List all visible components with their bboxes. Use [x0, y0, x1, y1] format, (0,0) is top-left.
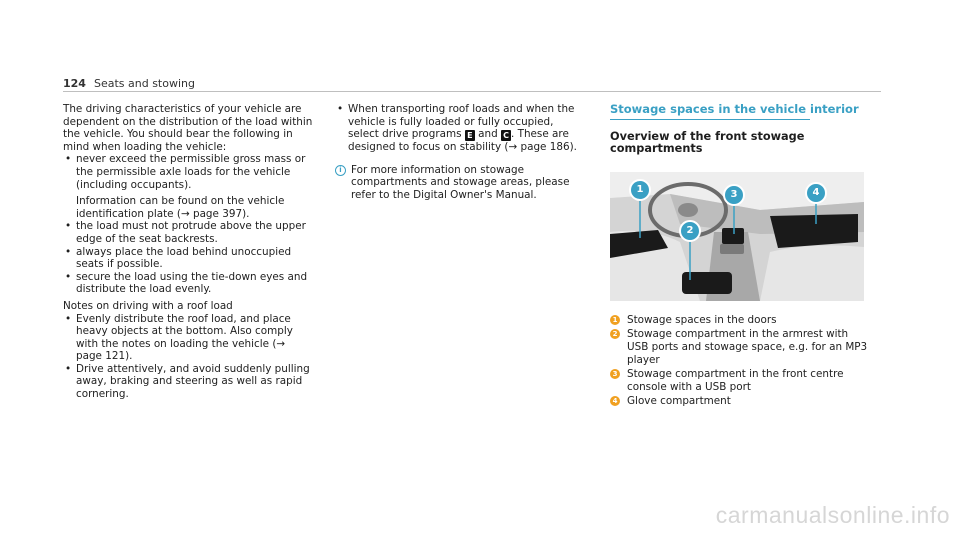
section-title: Stowage spaces in the vehicle interior — [610, 102, 859, 116]
bullet-icon: • — [65, 362, 72, 375]
callout-1: 1 — [629, 179, 651, 201]
legend-item — [610, 328, 870, 366]
drive-program-c-icon: C — [501, 130, 511, 141]
bullet-icon: • — [337, 103, 344, 115]
bullet-icon: • — [65, 220, 72, 233]
arrow-icon: → — [276, 337, 286, 350]
bullet-text: never exceed the permissible gross mass or the permissible axle loads for the vehicle (including occupants). — [76, 153, 306, 191]
section-name: Seats and stowing — [93, 77, 195, 90]
list-item — [63, 220, 313, 245]
header-line — [63, 77, 195, 90]
subtext-post: ). — [242, 207, 250, 220]
callout-4: 4 — [805, 182, 827, 204]
legend-number-badge: 4 — [610, 396, 620, 406]
roof-load-heading: Notes on driving with a roof load — [63, 299, 233, 312]
legend-item — [610, 395, 870, 408]
list-item — [335, 103, 580, 154]
subtext-pre: Information can be found on the vehicle identification plate ( — [76, 195, 285, 220]
column-middle — [335, 103, 580, 202]
legend-item — [610, 368, 870, 393]
page-link[interactable]: page 121 — [76, 350, 126, 363]
legend-number-badge: 3 — [610, 369, 620, 379]
arrow-icon: → — [180, 207, 190, 220]
list-item — [63, 313, 313, 363]
page-link[interactable]: page 397 — [192, 207, 243, 220]
header-divider — [63, 91, 881, 92]
page-number: 124 — [63, 77, 86, 90]
list-item — [63, 153, 313, 220]
column-left — [63, 103, 313, 401]
drive-program-e-icon: E — [465, 130, 475, 141]
loading-bullets — [63, 153, 313, 296]
bullet-text: secure the load using the tie-down eyes and distribute the load evenly. — [76, 270, 308, 296]
bullet-icon: • — [65, 312, 72, 325]
bullet-text-end: ). — [125, 350, 133, 363]
list-item — [63, 363, 313, 401]
bullet-text-mid: . These are designed to focus on stability ( — [348, 128, 569, 154]
bullet-icon: • — [65, 245, 72, 258]
callout-3: 3 — [723, 184, 745, 206]
roof-load-bullets — [63, 313, 313, 401]
legend-number-badge: 1 — [610, 315, 620, 325]
callout-2: 2 — [679, 220, 701, 242]
legend-number-badge: 2 — [610, 329, 620, 339]
list-item — [63, 246, 313, 271]
legend-item — [610, 314, 870, 327]
bullet-text: Drive attentively, and avoid suddenly pulling away, braking and steering as well as rapid cornering. — [76, 362, 310, 401]
bullet-icon: • — [65, 153, 72, 166]
column-right — [610, 103, 870, 410]
legend-text: Stowage spaces in the doors — [627, 313, 777, 326]
list-item — [63, 271, 313, 296]
bullet-text: the load must not protrude above the upper edge of the seat backrests. — [76, 220, 306, 245]
subsection-title: Overview of the front stowage compartments — [610, 129, 805, 156]
interior-illustration — [610, 172, 864, 301]
loading-intro: The driving characteristics of your vehicle are dependent on the distribution of the load within the vehicle. You should bear the following in mind when loading the vehicle: — [63, 103, 313, 153]
figure-legend — [610, 314, 870, 408]
bullet-text: Evenly distribute the roof load, and place heavy objects at the bottom. Also comply with the notes on loading the vehicle ( — [76, 312, 293, 350]
info-note — [335, 164, 580, 202]
drive-program-bullets — [335, 103, 580, 154]
section-title-underline — [610, 119, 810, 120]
bullet-text: always place the load behind unoccupied seats if possible. — [76, 245, 292, 271]
page-link[interactable]: page 186 — [520, 141, 570, 154]
bullet-icon: • — [65, 270, 72, 283]
bullet-subtext — [76, 195, 313, 220]
watermark: carmanualsonline.info — [715, 502, 950, 528]
info-text: For more information on stowage compartments and stowage areas, please refer to the Digital Owner's Manual. — [351, 163, 570, 201]
legend-text: Stowage compartment in the front centre console with a USB port — [627, 368, 844, 393]
legend-text: Glove compartment — [627, 395, 731, 408]
legend-text: Stowage compartment in the armrest with USB ports and stowage space, e.g. for an MP3 player — [627, 328, 868, 366]
info-icon: i — [335, 165, 346, 176]
arrow-icon: → — [508, 141, 518, 154]
bullet-text: When transporting roof loads and when the vehicle is fully loaded or fully occupied, select drive programs — [348, 103, 575, 141]
and-text: and — [474, 128, 501, 141]
bullet-text-end: ). — [569, 141, 577, 154]
